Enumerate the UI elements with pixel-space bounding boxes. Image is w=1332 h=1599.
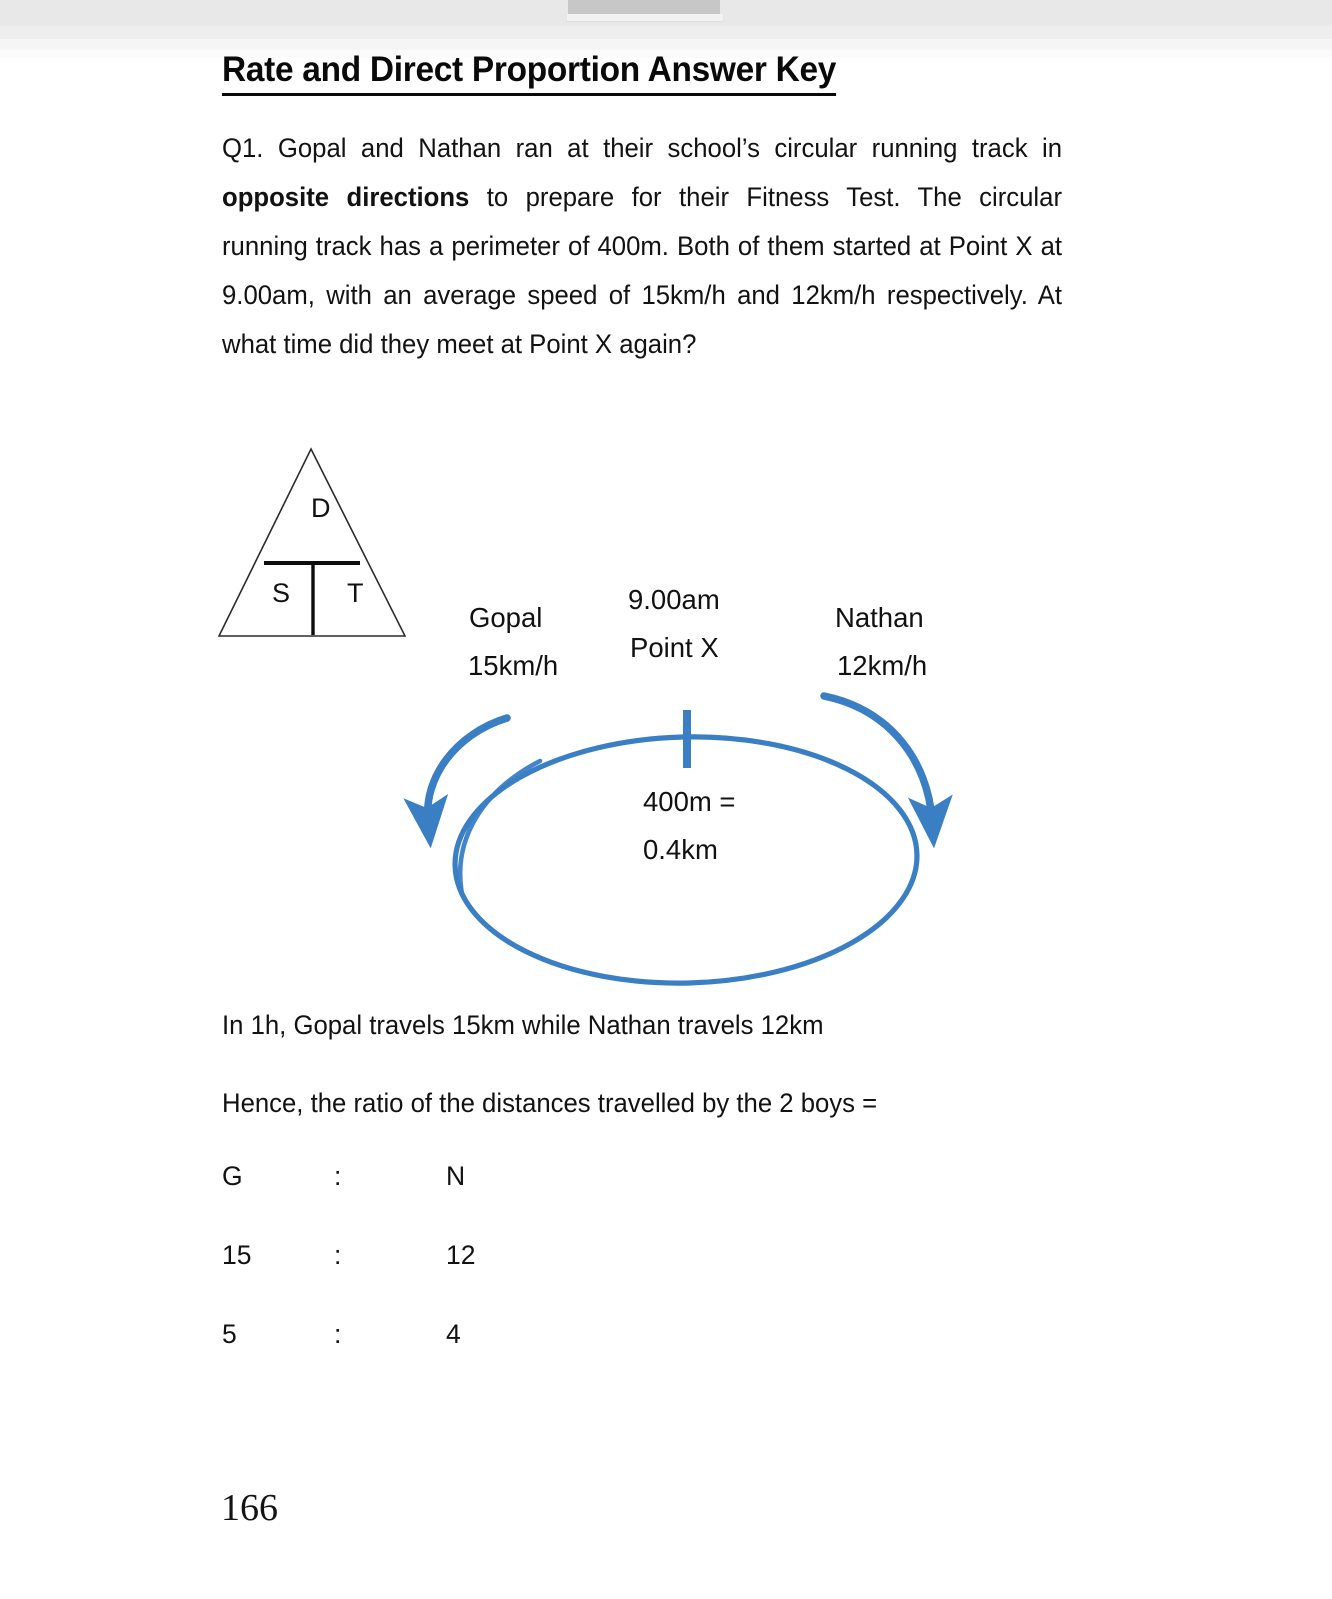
ratio-right-0: N [446,1161,466,1191]
circular-track-diagram [400,538,980,1018]
top-chrome-band [0,0,1332,26]
dst-triangle-svg [214,444,414,644]
question-bold-run: opposite directions [222,182,470,212]
top-toolbar-pill[interactable] [568,0,720,15]
ratio-colon-2: : [334,1319,342,1349]
dst-label-time: T [347,578,364,608]
dst-formula-triangle [214,444,414,644]
question-text-part-1: Q1. Gopal and Nathan ran at their school’s circular running track in [222,133,1063,163]
gopal-direction-arrow [428,718,507,820]
nathan-direction-arrow [824,696,932,820]
ratio-colon-1: : [334,1240,342,1270]
table-row [222,1242,606,1321]
label-gopal-name: Gopal [469,602,543,633]
ratio-left-2: 5 [222,1319,237,1349]
top-toolbar-pill-shadow [566,14,724,22]
question-text-part-2: to prepare for their Fitness Test. The circular running track has a perimeter of 400m. Both of them started at Point X at 9.00am, with an average speed of 15km/h and 12km/h respectively. At what time did they meet at Point X again? [222,182,1063,359]
label-nathan-name: Nathan [835,602,924,633]
ratio-colon-0: : [334,1161,342,1191]
page-title: Rate and Direct Proportion Answer Key [222,48,836,96]
ratio-left-0: G [222,1161,243,1191]
working-line-2: Hence, the ratio of the distances travelled by the 2 boys = [222,1088,878,1118]
table-row [222,1163,606,1242]
label-perimeter-km: 0.4km [643,834,718,865]
document-page [0,50,1332,1599]
ratio-right-1: 12 [446,1240,476,1270]
working-line-1: In 1h, Gopal travels 15km while Nathan travels 12km [222,1010,824,1040]
ratio-table-body [222,1163,606,1400]
table-row [222,1321,606,1400]
label-perimeter-metres: 400m = [643,786,736,817]
ratio-right-2: 4 [446,1319,461,1349]
label-start-point: Point X [630,632,719,663]
ratio-left-1: 15 [222,1240,252,1270]
ratio-table [222,1163,606,1400]
dst-label-speed: S [272,578,291,608]
label-start-time: 9.00am [628,584,720,615]
label-nathan-speed: 12km/h [837,650,928,681]
dst-label-distance: D [311,493,331,523]
label-gopal-speed: 15km/h [468,650,559,681]
running-track-overlap-stroke [460,761,540,894]
page-number: 166 [221,1487,278,1529]
question-paragraph [222,124,1062,369]
chrome-band-2 [0,26,1332,39]
